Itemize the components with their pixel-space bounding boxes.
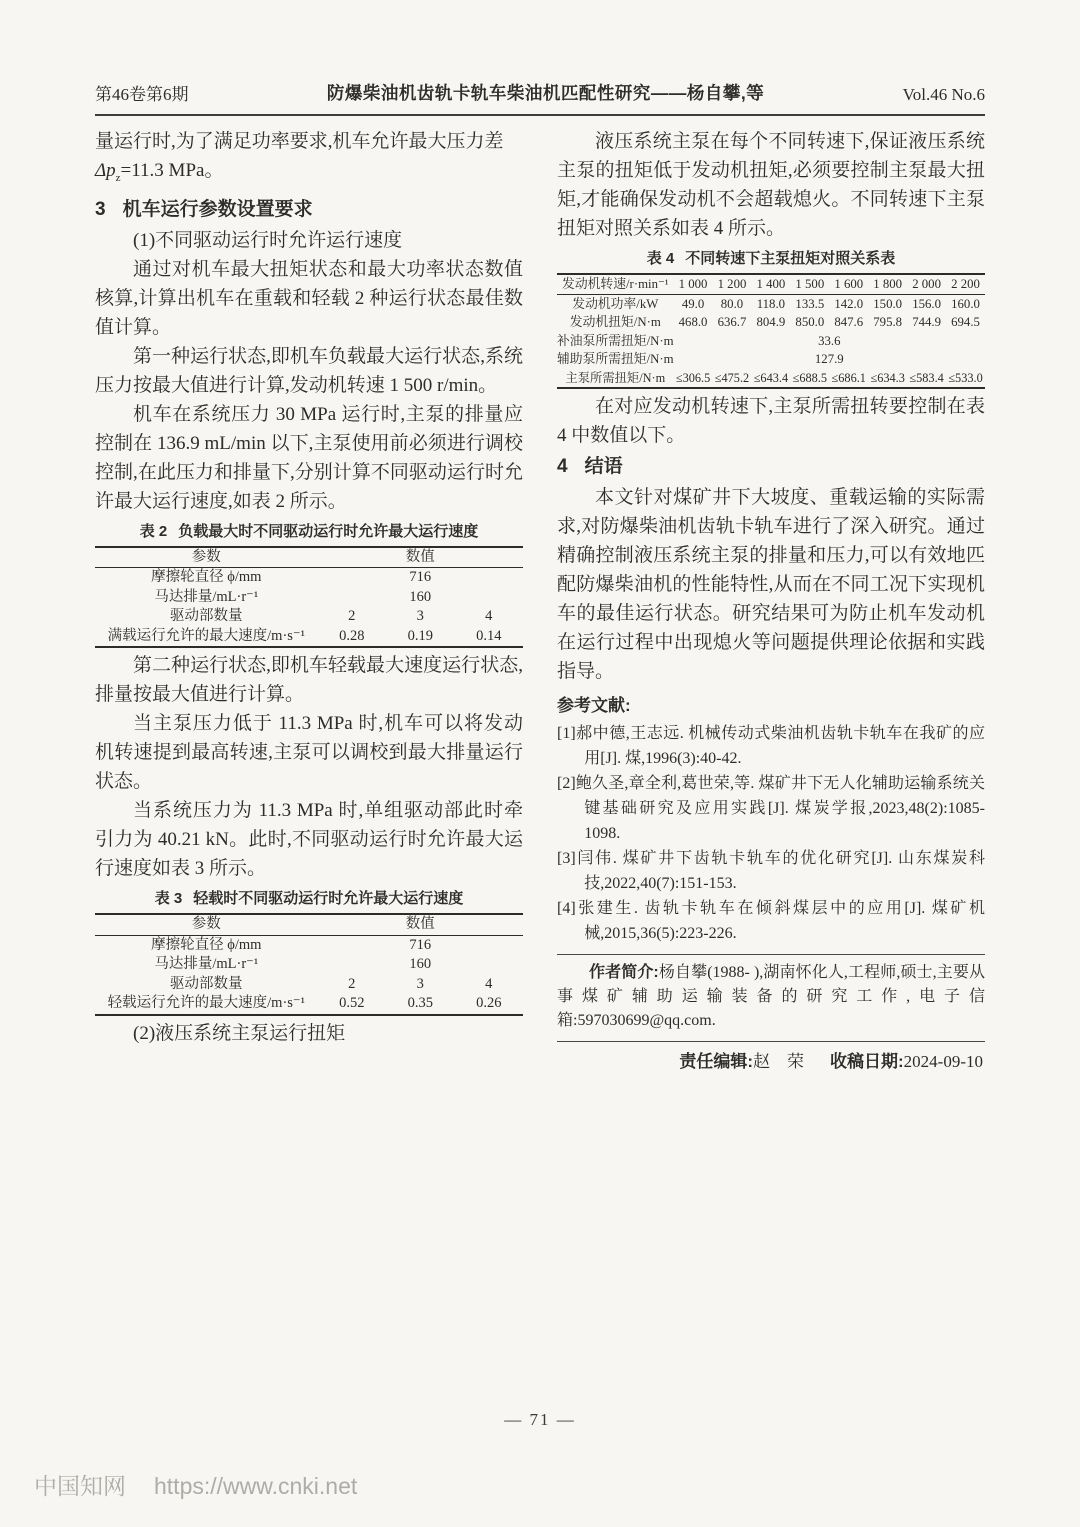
table-row (95, 994, 523, 1015)
table-cell: 850.0 (795, 315, 825, 329)
table-cell: 1 800 (868, 274, 907, 294)
editor-label: 责任编辑: (679, 1052, 753, 1071)
table-cell: 0.14 (476, 627, 502, 644)
table-cell: 49.0 (681, 296, 705, 311)
table-cell: 160 (409, 956, 432, 973)
table-cell: 马达排量/mL·r⁻¹ (154, 956, 259, 973)
table-cell: 33.6 (818, 333, 841, 348)
table-cell: 142.0 (834, 296, 864, 311)
table-row (95, 547, 523, 568)
references-heading: 参考文献: (557, 696, 631, 715)
header-running-title: 防爆柴油机齿轨卡轨车柴油机匹配性研究——杨自攀,等 (326, 83, 765, 103)
received-date-label: 收稿日期: (830, 1052, 904, 1071)
table4-caption-number: 表 4 (646, 250, 675, 267)
two-column-body (95, 127, 985, 1092)
table-cell: 1 000 (674, 274, 713, 294)
conclusion-paragraph: 本文针对煤矿井下大坡度、重载运输的实际需求,对防爆柴油机齿轨卡轨车进行了深入研究。通过精确控制液压系统主泵的排量和压力,可以有效地匹配防爆柴油机的性能特性,从而在不同工况下实现机车的最佳运行状态。研究结果可为防止机车发动机在运行过程中出现熄火等问题提供理论依据和实践指导。 (557, 487, 985, 682)
table-cell: 3 (416, 608, 424, 625)
table-cell: 3 (416, 975, 424, 992)
reference-item: [1]郝中德,王志远. 机械传动式柴油机齿轨卡轨车在我矿的应用[J]. 煤,1996(3):40-42. (557, 725, 985, 767)
page-header (95, 80, 985, 116)
paragraph: 液压系统主泵在每个不同转速下,保证液压系统主泵的扭矩低于发动机扭矩,必须要控制主泵最大扭矩,才能确保发动机不会超载熄火。不同转速下主泵扭矩对照关系如表 4 所示。 (557, 131, 985, 239)
reference-item: [4]张建生. 齿轨卡轨车在倾斜煤层中的应用[J]. 煤矿机械,2015,36(5):223-226. (557, 900, 985, 942)
table-cell: 0.35 (407, 995, 433, 1012)
table-cell: ≤688.5 (792, 370, 828, 385)
paragraph: 在对应发动机转速下,主泵所需扭转要控制在表 4 中数值以下。 (557, 396, 985, 446)
table-cell: 轻载运行允许的最大速度/m·s⁻¹ (107, 995, 305, 1012)
table-cell: 118.0 (756, 296, 786, 311)
table-cell: 1 400 (751, 274, 790, 294)
section-heading-4 (557, 451, 985, 482)
table-cell: 满载运行允许的最大速度/m·s⁻¹ (107, 627, 305, 644)
section-number: 3 (95, 198, 106, 220)
table-row (95, 607, 523, 627)
paragraph: 当主泵压力低于 11.3 MPa 时,机车可以将发动机转速提到最高转速,主泵可以调校到最大排量运行状态。 (95, 713, 523, 793)
list-item-2: (2)液压系统主泵运行扭矩 (133, 1022, 346, 1044)
paragraph-carryover (95, 127, 523, 193)
table4-caption (557, 248, 985, 270)
table-cell: 主泵所需扭矩/N·m (565, 370, 666, 385)
table-row (557, 369, 985, 389)
table-cell: 156.0 (912, 296, 941, 311)
table3-caption-text: 轻载时不同驱动运行时允许最大运行速度 (193, 890, 464, 908)
author-bio-text: 杨自攀(1988- ),湖南怀化人,工程师,硕士,主要从事煤矿辅助运输装备的研究工作,电子信箱:597030699@qq.com. (557, 964, 985, 1029)
table-cell: 数值 (318, 547, 523, 568)
table-cell: 补油泵所需扭矩/N·m (557, 333, 674, 348)
right-column (557, 127, 985, 1092)
table-cell: 2 (348, 975, 356, 992)
table-cell: 1 600 (829, 274, 868, 294)
pressure-diff-symbol: Δp (95, 160, 116, 181)
cnki-watermark (34, 1468, 357, 1501)
table-cell: 744.9 (912, 315, 941, 329)
table-cell: 发动机功率/kW (572, 296, 659, 311)
table-cell: 80.0 (720, 296, 744, 311)
table-cell: ≤634.3 (870, 370, 905, 385)
received-date-value: 2024-09-10 (903, 1052, 983, 1071)
table-cell: 160 (409, 588, 432, 605)
table-cell: 847.6 (834, 315, 864, 329)
table-cell: ≤306.5 (675, 370, 711, 385)
list-item-1: (1)不同驱动运行时允许运行速度 (133, 229, 403, 251)
table-row (95, 914, 523, 935)
section-title: 结语 (584, 456, 623, 477)
paragraph: 机车在系统压力 30 MPa 运行时,主泵的排量应控制在 136.9 mL/min 以下,主泵使用前必须进行调校控制,在此压力和排量下,分别计算不同驱动运行时允许最大运行速度,如表 2 所示。 (95, 403, 523, 512)
pressure-diff-subscript: z (115, 171, 121, 184)
editor-name: 赵 荣 (753, 1052, 804, 1071)
table-cell: 辅助泵所需扭矩/N·m (557, 352, 674, 366)
table-cell: ≤533.0 (948, 370, 983, 385)
table-row (95, 975, 523, 995)
table-cell: 马达排量/mL·r⁻¹ (154, 588, 259, 605)
table-cell: 2 200 (946, 274, 985, 294)
table-4 (557, 273, 985, 389)
table-cell: ≤643.4 (753, 370, 789, 385)
table-cell: 发动机转速/r·min⁻¹ (557, 274, 674, 294)
paragraph: 第二种运行状态,即机车轻载最大速度运行状态,排量按最大值进行计算。 (95, 655, 523, 706)
pressure-diff-value: =11.3 MPa。 (120, 160, 224, 181)
table-cell: 694.5 (951, 315, 980, 329)
table-cell: 0.52 (339, 995, 365, 1012)
table-cell: 驱动部数量 (170, 975, 243, 992)
divider (557, 1041, 985, 1042)
table-cell: 468.0 (678, 315, 708, 329)
table4-caption-text: 不同转速下主泵扭矩对照关系表 (685, 250, 896, 267)
table-cell: 160.0 (951, 296, 980, 311)
table-cell: ≤583.4 (909, 370, 944, 385)
header-volume: Vol.46 No.6 (902, 85, 985, 104)
page-number: — 71 — (504, 1410, 576, 1429)
section-title: 机车运行参数设置要求 (122, 198, 313, 220)
table-row (557, 313, 985, 332)
table-cell: 4 (485, 608, 493, 625)
table-cell: 驱动部数量 (170, 608, 243, 625)
header-issue: 第46卷第6期 (95, 85, 189, 104)
table-cell: ≤475.2 (714, 370, 750, 385)
table-row (557, 332, 985, 351)
section-heading-3 (95, 194, 523, 225)
table-cell: 636.7 (717, 315, 747, 329)
reference-list (557, 721, 985, 946)
table-row (557, 294, 985, 313)
table-cell: 0.19 (407, 627, 433, 644)
divider (557, 954, 985, 955)
table2-caption (95, 521, 523, 543)
table-cell: 摩擦轮直径 ϕ/mm (151, 569, 262, 586)
carryover-line: 量运行时,为了满足功率要求,机车允许最大压力差 (95, 131, 504, 152)
table2-caption-text: 负载最大时不同驱动运行时允许最大运行速度 (178, 522, 479, 540)
table-row (95, 588, 523, 608)
paragraph: 当系统压力为 11.3 MPa 时,单组驱动部此时牵引力为 40.21 kN。此时,不同驱动运行时允许最大运行速度如表 3 所示。 (95, 800, 523, 880)
reference-item: [2]鲍久圣,章全利,葛世荣,等. 煤矿井下无人化辅助运输系统关键基础研究及应用实践[J]. 煤炭学报,2023,48(2):1085-1098. (557, 775, 985, 842)
left-column (95, 127, 523, 1092)
paragraph: 第一种运行状态,即机车负载最大运行状态,系统压力按最大值进行计算,发动机转速 1 500 r/min。 (95, 345, 523, 396)
table-row (557, 350, 985, 369)
table-cell: 804.9 (756, 315, 786, 329)
table3-caption-number: 表 3 (154, 890, 183, 908)
table-row (95, 935, 523, 955)
table-3 (95, 913, 523, 1016)
table-cell: 摩擦轮直径 ϕ/mm (151, 936, 262, 953)
section-number: 4 (557, 456, 568, 477)
table-cell: 参数 (95, 914, 318, 935)
table-cell: 133.5 (795, 296, 825, 311)
table-cell: 150.0 (873, 296, 903, 311)
table-row (95, 627, 523, 648)
paragraph: 通过对机车最大扭矩状态和最大功率状态数值核算,计算出机车在重载和轻载 2 种运行状态最佳数值计算。 (95, 258, 523, 338)
author-bio (557, 961, 985, 1033)
cnki-url: https://www.cnki.net (154, 1473, 358, 1499)
table-row (557, 274, 985, 294)
table-cell: 2 (348, 608, 356, 625)
table-cell: 0.28 (339, 627, 365, 644)
table3-caption (95, 888, 523, 910)
cnki-logo-text: 中国知网 (34, 1473, 126, 1499)
table-cell: 716 (409, 936, 432, 953)
table-cell: 795.8 (873, 315, 903, 329)
table-cell: ≤686.1 (831, 370, 866, 385)
table-cell: 参数 (95, 547, 318, 568)
author-bio-label: 作者简介: (589, 964, 659, 981)
table-cell: 4 (485, 975, 493, 992)
table-cell: 2 000 (907, 274, 946, 294)
table2-caption-number: 表 2 (139, 522, 168, 540)
table-cell: 1 200 (713, 274, 752, 294)
table-cell: 1 500 (790, 274, 829, 294)
table-cell: 发动机扭矩/N·m (569, 315, 661, 329)
table-cell: 716 (409, 569, 432, 586)
table-row (95, 955, 523, 975)
table-cell: 127.9 (814, 352, 844, 366)
table-cell: 数值 (318, 914, 523, 935)
table-cell: 0.26 (476, 995, 502, 1012)
reference-item: [3]闫伟. 煤矿井下齿轨卡轨车的优化研究[J]. 山东煤炭科技,2022,40(7):151-153. (557, 850, 985, 892)
table-2 (95, 546, 523, 649)
editor-line (557, 1049, 985, 1075)
table-row (95, 568, 523, 588)
